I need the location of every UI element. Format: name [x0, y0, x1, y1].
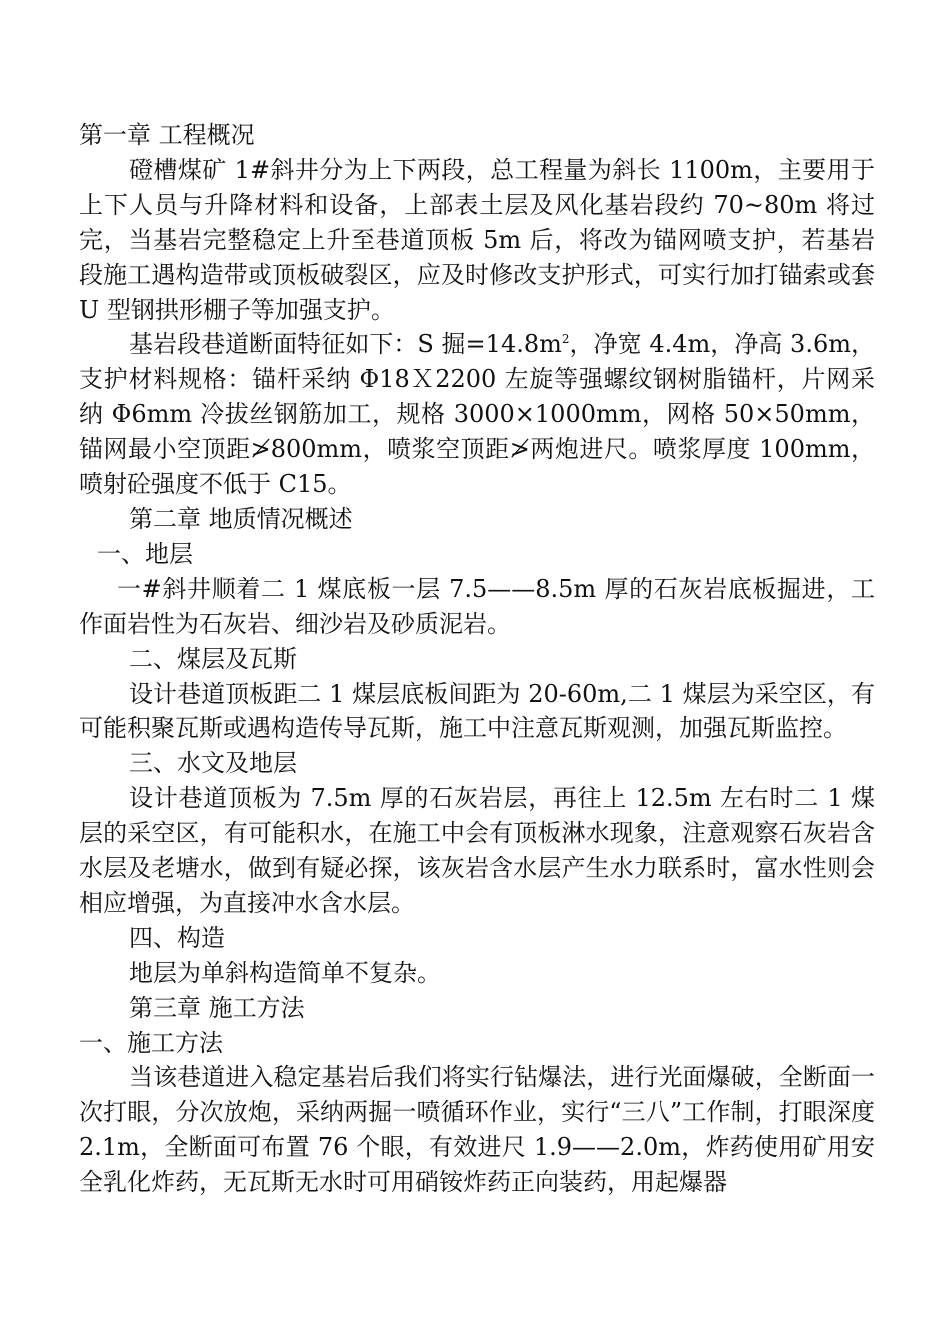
section-strata-heading: 一、地层 [97, 539, 193, 568]
superscript-2: 2 [561, 332, 570, 347]
section-hydrology-paragraph: 设计巷道顶板为 7.5m 厚的石灰岩层，再往上 12.5m 左右时二 1 煤层的采空区，有可能积水，在施工中会有顶板淋水现象，注意观察石灰岩含水层及老塘水，做到有疑必探，该灰岩含水层产生水力联系时，富水性则会相应增强，为直接冲水含水层。 [79, 784, 875, 917]
section-strata-paragraph: 一#斜井顺着二 1 煤底板一层 7.5——8.5m 厚的石灰岩底板掘进，工作面岩性为石灰岩、细沙岩及砂质泥岩。 [79, 574, 875, 638]
section-coal-gas-heading: 二、煤层及瓦斯 [129, 644, 297, 673]
section-structure-paragraph: 地层为单斜构造简单不复杂。 [129, 958, 441, 987]
section-profile-text-b: ，净宽 4.4m，净高 3.6m，支护材料规格：锚杆采纳 Φ18Ｘ2200 左旋等强螺纹钢树脂锚杆，片网采纳 Φ6mm 冷拔丝钢筋加工，规格 3000×1000mm，网格 50×50mm，锚网最小空顶距≯800mm，喷浆空顶距≯两炮进尺。喷浆厚度 100mm，喷射砼强度不低于 C15。 [79, 330, 876, 499]
chapter-1-title: 第一章 工程概况 [79, 121, 255, 149]
chapter-1-paragraph-2 [79, 327, 875, 502]
section-method-heading: 一、施工方法 [79, 1028, 223, 1057]
section-structure-heading: 四、构造 [129, 923, 225, 952]
document-page [79, 118, 875, 1200]
section-profile-text-a: 基岩段巷道断面特征如下：S 掘=14.8m [129, 330, 562, 359]
chapter-2-title: 第二章 地质情况概述 [129, 504, 353, 533]
section-method-paragraph: 当该巷道进入稳定基岩后我们将实行钻爆法，进行光面爆破，全断面一次打眼，分次放炮，采纳两掘一喷循环作业，实行“三八”工作制，打眼深度 2.1m，全断面可布置 76 个眼，有效进尺 1.9——2.0m，炸药使用矿用安全乳化炸药，无瓦斯无水时可用硝铵炸药正向装药，用起爆器 [79, 1063, 875, 1197]
section-hydrology-heading: 三、水文及地层 [129, 749, 297, 778]
chapter-3-title: 第三章 施工方法 [129, 993, 305, 1022]
section-coal-gas-paragraph: 设计巷道顶板距二 1 煤层底板间距为 20-60m,二 1 煤层为采空区，有可能积聚瓦斯或遇构造传导瓦斯，施工中注意瓦斯观测，加强瓦斯监控。 [79, 679, 875, 743]
chapter-1-paragraph-1: 磴槽煤矿 1#斜井分为上下两段，总工程量为斜长 1100m，主要用于上下人员与升降材料和设备，上部表土层及风化基岩段约 70~80m 将过完，当基岩完整稳定上升至巷道顶板 5m 后，将改为锚网喷支护，若基岩段施工遇构造带或顶板破裂区，应及时修改支护形式，可实行加打锚索或套 U 型钢拱形棚子等加强支护。 [79, 155, 875, 324]
